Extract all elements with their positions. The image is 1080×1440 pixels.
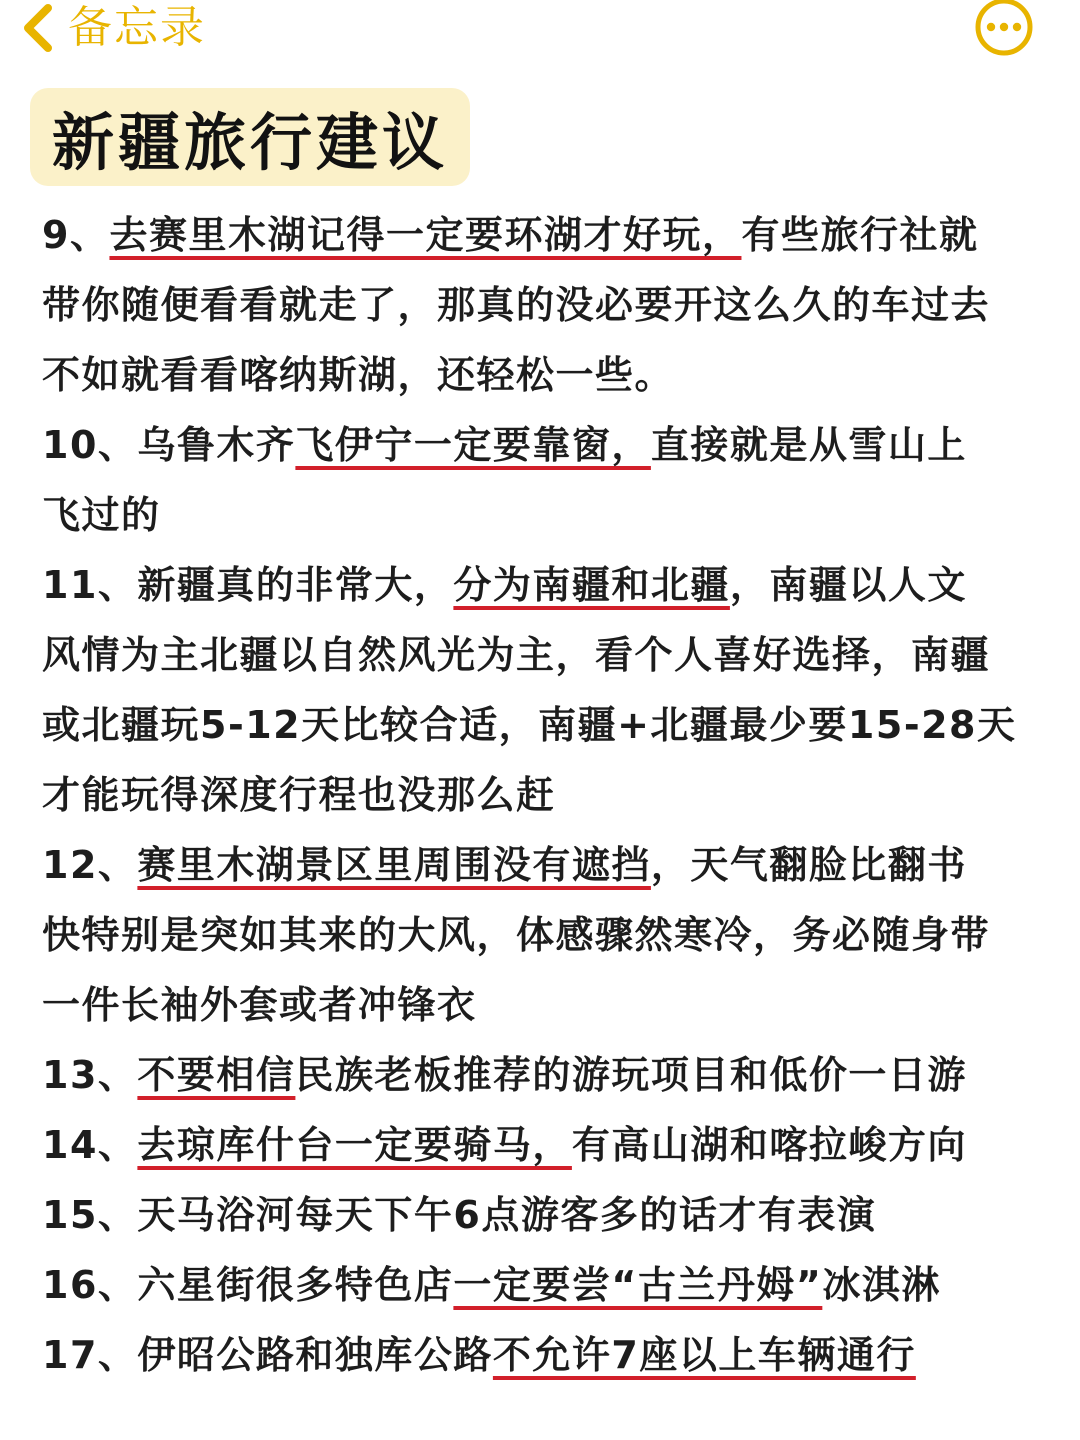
note-body [42, 200, 1032, 1390]
note-line [42, 1250, 1032, 1320]
underlined-text: 去赛里木湖记得一定要环湖才好玩， [109, 213, 742, 257]
note-line [42, 900, 1032, 970]
note-title: 新疆旅行建议 [51, 105, 448, 179]
underlined-text: 飞伊宁一定要靠窗， [295, 423, 651, 467]
text-segment: 不如就看看喀纳斯湖，还轻松一些。 [42, 353, 675, 397]
underlined-text: 去琼库什台一定要骑马， [137, 1123, 572, 1167]
note-line [42, 480, 1032, 550]
text-segment: 或北疆玩5-12天比较合适，南疆+北疆最少要15-28天 [42, 703, 1017, 747]
underlined-text: 赛里木湖景区里周围没有遮挡 [137, 843, 651, 887]
note-line [42, 690, 1032, 760]
more-icon [972, 0, 1036, 58]
note-line [42, 340, 1032, 410]
text-segment: 15、天马浴河每天下午6点游客多的话才有表演 [42, 1193, 877, 1237]
text-segment: ，天气翻脸比翻书 [650, 843, 967, 887]
text-segment: 10、乌鲁木齐 [42, 423, 296, 467]
text-segment: 才能玩得深度行程也没那么赶 [42, 773, 556, 817]
chevron-left-icon [20, 3, 54, 53]
more-button[interactable] [972, 0, 1036, 58]
note-line [42, 200, 1032, 270]
back-button[interactable] [20, 0, 206, 56]
note-item [42, 830, 1032, 1040]
underlined-text: 分为南疆和北疆 [453, 563, 730, 607]
note-line [42, 1110, 1032, 1180]
note-line [42, 270, 1032, 340]
text-segment: 风情为主北疆以自然风光为主，看个人喜好选择，南疆 [42, 633, 991, 677]
note-item [42, 200, 1032, 410]
note-line [42, 970, 1032, 1040]
text-segment: 有些旅行社就 [741, 213, 979, 257]
note-item [42, 1040, 1032, 1110]
note-line [42, 550, 1032, 620]
text-segment: 一件长袖外套或者冲锋衣 [42, 983, 477, 1027]
text-segment: 有高山湖和喀拉峻方向 [571, 1123, 967, 1167]
text-segment: 直接就是从雪山上 [650, 423, 967, 467]
note-item [42, 410, 1032, 550]
note-line [42, 410, 1032, 480]
note-line [42, 830, 1032, 900]
note-item [42, 1250, 1032, 1320]
note-item [42, 1110, 1032, 1180]
top-nav-bar [0, 0, 1080, 62]
text-segment: 13、 [42, 1053, 138, 1097]
note-title-highlight [30, 88, 470, 186]
note-item [42, 550, 1032, 830]
text-segment: 9、 [42, 213, 110, 257]
text-segment: 16、六星街很多特色店 [42, 1263, 454, 1307]
text-segment: 民族老板推荐的游玩项目和低价一日游 [295, 1053, 967, 1097]
note-item [42, 1180, 1032, 1250]
text-segment: 14、 [42, 1123, 138, 1167]
underlined-text: 一定要尝“古兰丹姆” [453, 1263, 823, 1307]
underlined-text: 不允许7座以上车辆通行 [492, 1333, 916, 1377]
text-segment: 12、 [42, 843, 138, 887]
note-line [42, 1040, 1032, 1110]
note-line [42, 1320, 1032, 1390]
text-segment: ，南疆以人文 [729, 563, 967, 607]
back-label: 备忘录 [68, 2, 206, 53]
text-segment: 快特别是突如其来的大风，体感骤然寒冷，务必随身带 [42, 913, 991, 957]
text-segment: 带你随便看看就走了，那真的没必要开这么久的车过去 [42, 283, 991, 327]
note-item [42, 1320, 1032, 1390]
note-line [42, 760, 1032, 830]
text-segment: 17、伊昭公路和独库公路 [42, 1333, 493, 1377]
text-segment: 飞过的 [42, 493, 161, 537]
note-line [42, 1180, 1032, 1250]
text-segment: 冰淇淋 [822, 1263, 941, 1307]
note-line [42, 620, 1032, 690]
underlined-text: 不要相信 [137, 1053, 296, 1097]
text-segment: 11、新疆真的非常大， [42, 563, 454, 607]
